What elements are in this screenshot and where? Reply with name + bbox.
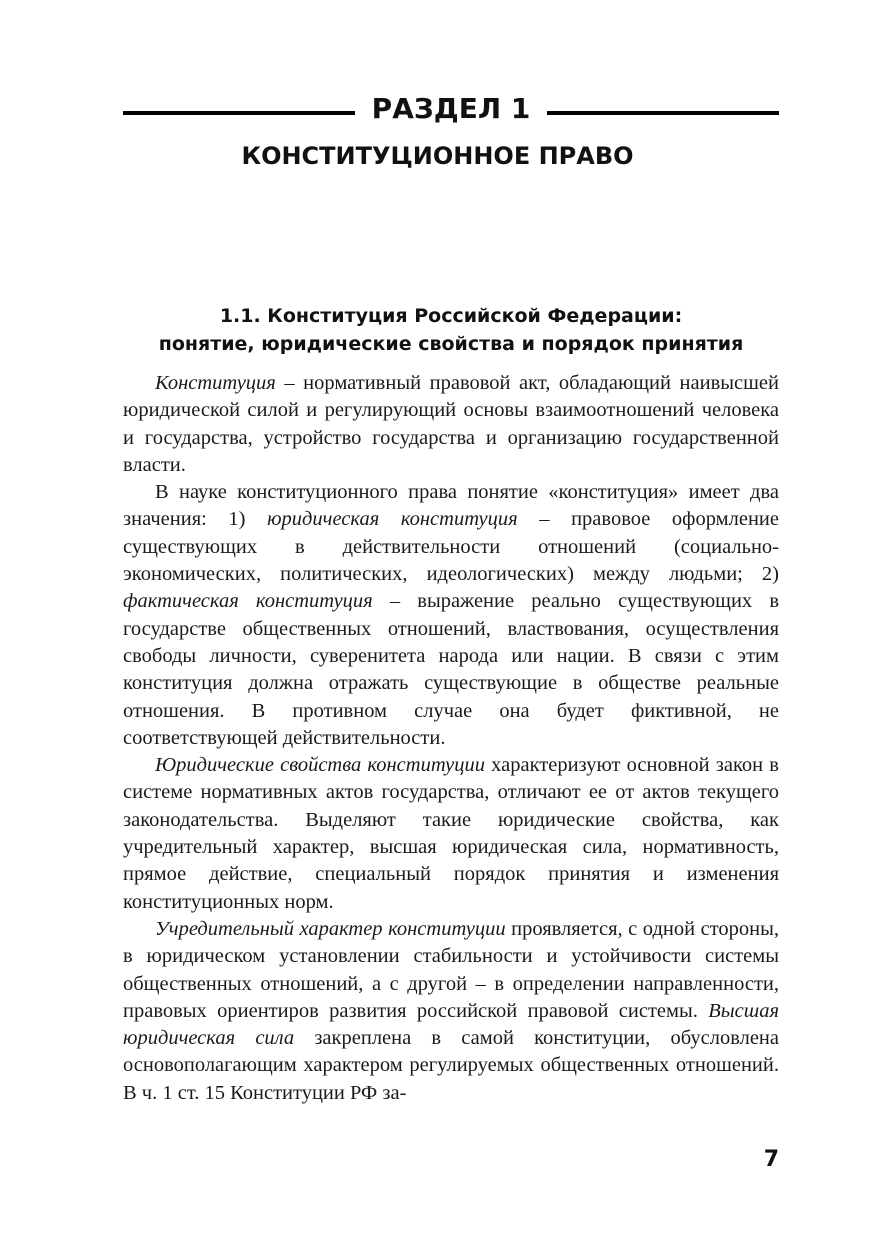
term-constituent-character: Учредительный характер конституции [155, 917, 506, 940]
paragraph-2 [123, 479, 779, 752]
chapter-heading [123, 302, 779, 358]
paragraph-2-text-b: – правовое оформление существующих в действительности отношений (социально-экономических, политических, идеологических) между людьми; 2) [123, 508, 779, 586]
paragraph-1 [123, 370, 779, 479]
term-legal-properties: Юридические свойства конституции [155, 754, 485, 777]
page-number: 7 [763, 1147, 779, 1172]
section-label: РАЗДЕЛ 1 [371, 92, 531, 125]
term-legal-constitution: юридическая конституция [267, 508, 518, 531]
section-subtitle: КОНСТИТУЦИОННОЕ ПРАВО [241, 142, 634, 170]
body-text [123, 370, 779, 1107]
term-supreme-legal-force: Высшая юридическая сила [123, 999, 779, 1050]
paragraph-3 [123, 752, 779, 916]
paragraph-4-text-a: проявляется, с одной стороны, в юридическом установлении стабильности и устойчивости системы общественных отношений, а с другой – в определении направленности, правовых ориентиров развития российской правовой системы. [123, 917, 779, 1022]
paragraph-4 [123, 916, 779, 1107]
term-actual-constitution: фактическая конституция [123, 590, 373, 613]
paragraph-2-text-a: В науке конституционного права понятие «конституция» имеет два значения: 1) [123, 481, 779, 531]
paragraph-1-text: – нормативный правовой акт, обладающий наивысшей юридической силой и регулирующий основы взаимоотношений человека и государства, устройство государства и организацию государственной власти. [123, 372, 779, 476]
paragraph-2-text-c: – выражение реально существующих в государстве общественных отношений, властвования, осуществления свободы личности, суверенитета народа или нации. В связи с этим конституция должна отражать существующие в обществе реальные отношения. В противном случае она будет фиктивной, не соответствующей действительности. [123, 590, 779, 749]
paragraph-3-text: характеризуют основной закон в системе нормативных актов государства, отличают ее от актов текущего законодательства. Выделяют такие юридические свойства, как учредительный характер, высшая юридическая сила, нормативность, прямое действие, специальный порядок принятия и изменения конституционных норм. [123, 754, 779, 913]
section-header [123, 84, 779, 134]
section-rule-right [547, 111, 779, 115]
chapter-heading-line-1: 1.1. Конституция Российской Федерации: [219, 305, 683, 327]
term-constitution: Конституция [155, 372, 276, 394]
paragraph-4-text-b: закреплена в самой конституции, обусловлена основополагающим характером регулируемых общественных отношений. В ч. 1 ст. 15 Конституции РФ за- [123, 1027, 780, 1104]
section-rule-left [123, 111, 355, 115]
chapter-heading-line-2: понятие, юридические свойства и порядок принятия [158, 333, 744, 355]
